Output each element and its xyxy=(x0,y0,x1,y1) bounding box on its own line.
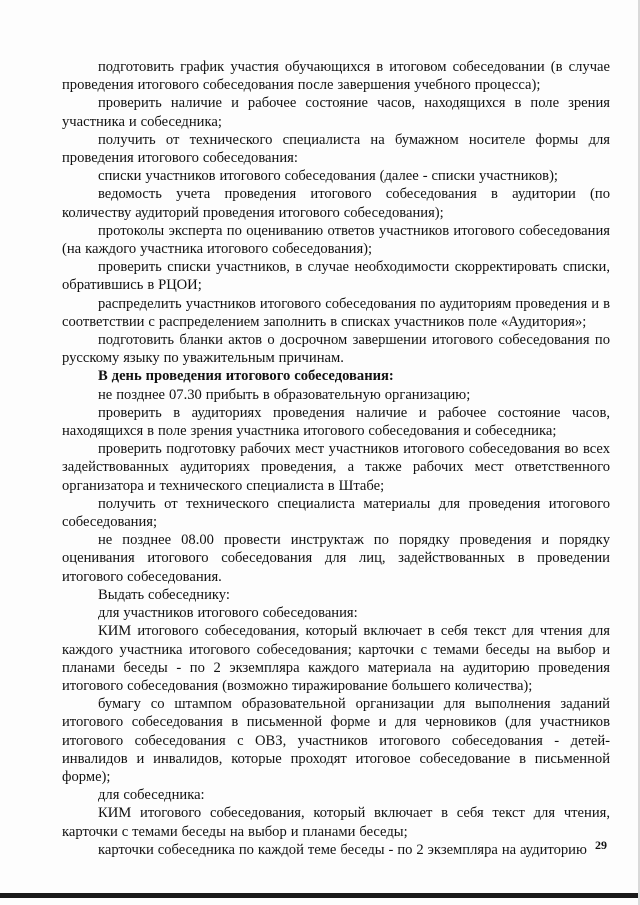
paragraph: КИМ итогового собеседования, который включает в себя текст для чтения для каждого участника итогового собеседования; карточки с темами беседы на выбор и планами беседы - по 2 экземпляра каждого материала на аудиторию проведения итогового собеседования (возможно тиражирование большего количества); xyxy=(62,623,610,694)
paragraph: не позднее 08.00 провести инструктаж по порядку проведения и порядку оценивания итогового собеседования для лиц, задействованных в проведении итогового собеседования. xyxy=(62,532,610,585)
document-body xyxy=(62,58,610,859)
scan-edge-bottom xyxy=(0,893,640,898)
section-heading: В день проведения итогового собеседования: xyxy=(98,368,394,385)
paragraph: для участников итогового собеседования: xyxy=(98,605,358,622)
paragraph: проверить списки участников, в случае необходимости скорректировать списки, обратившись в РЦОИ; xyxy=(62,259,610,294)
paragraph: получить от технического специалиста материалы для проведения итогового собеседования; xyxy=(62,495,610,531)
paragraph: списки участников итогового собеседования (далее - списки участников); xyxy=(98,168,558,185)
paragraph: проверить подготовку рабочих мест участников итогового собеседования во всех задействованных аудиториях проведения, а также рабочих мест ответственного организатора и технического специалиста в Штабе; xyxy=(62,441,610,494)
paragraph: проверить наличие и рабочее состояние часов, находящихся в поле зрения участника и собеседника; xyxy=(62,95,610,130)
paragraph: для собеседника: xyxy=(98,787,205,804)
paragraph: не позднее 07.30 прибыть в образовательную организацию; xyxy=(98,386,471,403)
paragraph: распределить участников итогового собеседования по аудиториям проведения и в соответствии с распределением заполнить в списках участников поле «Аудитория»; xyxy=(62,295,610,330)
paragraph: подготовить бланки актов о досрочном завершении итогового собеседования по русскому языку по уважительным причинам. xyxy=(62,332,610,367)
paragraph: получить от технического специалиста на бумажном носителе формы для проведения итогового собеседования: xyxy=(62,131,610,167)
paragraph: проверить в аудиториях проведения наличие и рабочее состояние часов, находящихся в поле зрения участника итогового собеседования и собеседника; xyxy=(62,404,610,440)
paragraph: карточки собеседника по каждой теме беседы - по 2 экземпляра на аудиторию xyxy=(98,841,587,858)
paragraph: ведомость учета проведения итогового собеседования в аудитории (по количеству аудиторий проведения итогового собеседования); xyxy=(62,186,610,221)
paragraph: Выдать собеседнику: xyxy=(98,586,230,603)
paragraph: протоколы эксперта по оцениванию ответов участников итогового собеседования (на каждого участника итогового собеседования); xyxy=(62,222,610,258)
paragraph: бумагу со штампом образовательной организации для выполнения заданий итогового собеседования в письменной форме и для черновиков (для участников итогового собеседования с ОВЗ, участников итогового собеседования - детей-инвалидов и инвалидов, которые проходят итоговое собеседование в письменной форме); xyxy=(62,696,610,785)
paragraph: подготовить график участия обучающихся в итоговом собеседовании (в случае проведения итогового собеседования после завершения учебного процесса); xyxy=(62,59,610,94)
paragraph: КИМ итогового собеседования, который включает в себя текст для чтения, карточки с темами беседы на выбор и планами беседы; xyxy=(62,805,610,840)
page-number: 29 xyxy=(595,838,607,852)
